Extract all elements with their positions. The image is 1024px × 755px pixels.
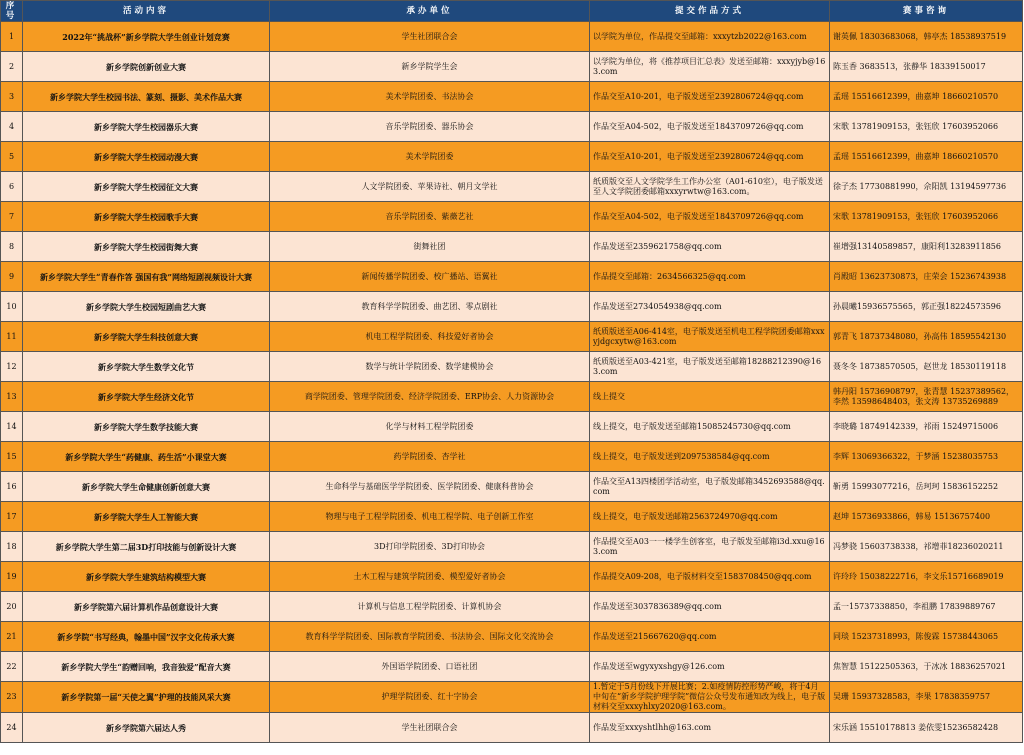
row-number: 11 <box>1 322 23 352</box>
activity-name: 新乡学院大学生校园征文大赛 <box>23 172 270 202</box>
table-row <box>1 22 1023 52</box>
organizer: 新乡学院学生会 <box>270 52 590 82</box>
row-number: 7 <box>1 202 23 232</box>
activity-name: 新乡学院大学生科技创意大赛 <box>23 322 270 352</box>
row-number: 22 <box>1 652 23 682</box>
submission-method: 作品发送至215667620@qq.com <box>590 622 830 652</box>
table-row <box>1 713 1023 743</box>
row-number: 3 <box>1 82 23 112</box>
table-row <box>1 412 1023 442</box>
activity-name: 新乡学院大学生校园街舞大赛 <box>23 232 270 262</box>
row-number: 18 <box>1 532 23 562</box>
row-number: 6 <box>1 172 23 202</box>
contact-info: 孟瑶 15516612399，曲嘉坤 18660210570 <box>830 82 1023 112</box>
contact-info: 宋乐涵 15510178813 姜依雯15236582428 <box>830 713 1023 743</box>
submission-method: 纸质版送至A06-414室，电子版发送至机电工程学院团委邮箱xxxyjdgcxytw@163.com <box>590 322 830 352</box>
activity-name: 新乡学院大学生“药健康、药生活”小课堂大赛 <box>23 442 270 472</box>
organizer: 护理学院团委、红十字协会 <box>270 682 590 713</box>
submission-method: 作品交至A13四楼团学活动室，电子版发邮箱3452693588@qq.com <box>590 472 830 502</box>
contact-info: 同琰 15237318993，陈俊霖 15738443065 <box>830 622 1023 652</box>
submission-method: 作品交至A04-502，电子版发送至1843709726@qq.com <box>590 202 830 232</box>
submission-method: 1.暂定于5月份线下开展比赛；2.如疫情防控形势严峻，将于4月中旬在“新乡学院护理学院”微信公众号发布通知改为线上，电子版材料交至xxxyhlxy2020@163.com。 <box>590 682 830 713</box>
organizer: 外国语学院团委、口语社团 <box>270 652 590 682</box>
table-row <box>1 112 1023 142</box>
table-row <box>1 382 1023 412</box>
contact-info: 徐子杰 17730881990，佘阳凯 13194597736 <box>830 172 1023 202</box>
organizer: 教育科学学院团委、国际教育学院团委、书法协会、国际文化交流协会 <box>270 622 590 652</box>
submission-method: 作品提交至邮箱：2634566325@qq.com <box>590 262 830 292</box>
table-row <box>1 232 1023 262</box>
table-row <box>1 562 1023 592</box>
table-row <box>1 292 1023 322</box>
contact-info: 冯梦骁 15603738338，祁增菲18236020211 <box>830 532 1023 562</box>
submission-method: 作品交至A10-201，电子版发送至2392806724@qq.com <box>590 142 830 172</box>
organizer: 学生社团联合会 <box>270 22 590 52</box>
submission-method: 作品发至xxxyshtlhh@163.com <box>590 713 830 743</box>
activity-name: 新乡学院大学生校园器乐大赛 <box>23 112 270 142</box>
activity-name: 新乡学院大学生第二届3D打印技能与创新设计大赛 <box>23 532 270 562</box>
activity-name: 新乡学院大学生经济文化节 <box>23 382 270 412</box>
contact-info: 李晓璐 18749142339，祁雨 15249715006 <box>830 412 1023 442</box>
activity-name: 新乡学院大学生校园动漫大赛 <box>23 142 270 172</box>
table-row <box>1 142 1023 172</box>
table-row <box>1 622 1023 652</box>
contact-info: 陈玉香 3683513，张静华 18339150017 <box>830 52 1023 82</box>
activity-name: 新乡学院大学生校园书法、篆刻、摄影、美术作品大赛 <box>23 82 270 112</box>
row-number: 4 <box>1 112 23 142</box>
activity-name: 2022年“挑战杯”新乡学院大学生创业计划竞赛 <box>23 22 270 52</box>
organizer: 商学院团委、管理学院团委、经济学院团委、ERP协会、人力资源协会 <box>270 382 590 412</box>
table-row <box>1 592 1023 622</box>
submission-method: 作品发送至2359621758@qq.com <box>590 232 830 262</box>
submission-method: 以学院为单位，作品提交至邮箱：xxxytzb2022@163.com <box>590 22 830 52</box>
contact-info: 聂冬冬 18738570505，赵世龙 18530119118 <box>830 352 1023 382</box>
table-row <box>1 202 1023 232</box>
table-row <box>1 352 1023 382</box>
activity-name: 新乡学院大学生建筑结构模型大赛 <box>23 562 270 592</box>
contact-info: 孙晨曦15936575565，郭正强18224573596 <box>830 292 1023 322</box>
activity-name: 新乡学院第一届“天使之翼”护理的技能风采大赛 <box>23 682 270 713</box>
activity-name: 新乡学院大学生人工智能大赛 <box>23 502 270 532</box>
organizer: 化学与材料工程学院团委 <box>270 412 590 442</box>
row-number: 23 <box>1 682 23 713</box>
organizer: 美术学院团委 <box>270 142 590 172</box>
submission-method: 线上提交，电子版发送至邮箱15085245730@qq.com <box>590 412 830 442</box>
submission-method: 纸质版送至A03-421室，电子版发送至邮箱18288212390@163.com <box>590 352 830 382</box>
activity-name: 新乡学院大学生校园歌手大赛 <box>23 202 270 232</box>
table-row <box>1 472 1023 502</box>
contact-info: 李辉 13069366322，于梦涵 15238035753 <box>830 442 1023 472</box>
activity-name: 新乡学院“书写经典，翰墨中国”汉字文化传承大赛 <box>23 622 270 652</box>
activity-name: 新乡学院大学生“青春作答 强国有我”网络短剧视频设计大赛 <box>23 262 270 292</box>
row-number: 1 <box>1 22 23 52</box>
submission-method: 线上提交，电子版发送邮箱2563724970@qq.com <box>590 502 830 532</box>
row-number: 9 <box>1 262 23 292</box>
row-number: 10 <box>1 292 23 322</box>
header-consult: 赛事咨询 <box>830 1 1023 22</box>
row-number: 15 <box>1 442 23 472</box>
contact-info: 吴珊 15937328583，李果 17838359757 <box>830 682 1023 713</box>
row-number: 14 <box>1 412 23 442</box>
organizer: 学生社团联合会 <box>270 713 590 743</box>
header-no: 序号 <box>1 1 23 22</box>
activity-name: 新乡学院大学生数学文化节 <box>23 352 270 382</box>
table-row <box>1 682 1023 713</box>
organizer: 数学与统计学院团委、数学建模协会 <box>270 352 590 382</box>
row-number: 16 <box>1 472 23 502</box>
contact-info: 靳勇 15993077216，岳珂珂 15836152252 <box>830 472 1023 502</box>
contact-info: 肖殿昭 13623730873，庄荣会 15236743938 <box>830 262 1023 292</box>
contact-info: 谢英佩 18303683068，韩亭杰 18538937519 <box>830 22 1023 52</box>
row-number: 21 <box>1 622 23 652</box>
contact-info: 赵坤 15736933866，韩易 15136757400 <box>830 502 1023 532</box>
contact-info: 韩丹阳 15736908797，张青慧 15237389562，李然 13598648403，张文涛 13735269889 <box>830 382 1023 412</box>
contact-info: 宋歌 13781909153，张钰欣 17603952066 <box>830 112 1023 142</box>
activity-name: 新乡学院大学生“韵赠回响，我音独爱”配音大赛 <box>23 652 270 682</box>
organizer: 计算机与信息工程学院团委、计算机协会 <box>270 592 590 622</box>
contact-info: 郭青飞 18737348080，孙高伟 18595542130 <box>830 322 1023 352</box>
contact-info: 焦智慧 15122505363，于冰冰 18836257021 <box>830 652 1023 682</box>
table-row <box>1 532 1023 562</box>
table-row <box>1 82 1023 112</box>
header-organizer: 承办单位 <box>270 1 590 22</box>
organizer: 美术学院团委、书法协会 <box>270 82 590 112</box>
submission-method: 以学院为单位，将《推荐项目汇总表》发送至邮箱：xxxyjyb@163.com <box>590 52 830 82</box>
table-body <box>1 22 1023 743</box>
activity-name: 新乡学院大学生数学技能大赛 <box>23 412 270 442</box>
submission-method: 作品发送至2734054938@qq.com <box>590 292 830 322</box>
activity-name: 新乡学院创新创业大赛 <box>23 52 270 82</box>
table-row <box>1 322 1023 352</box>
organizer: 音乐学院团委、紫薇艺社 <box>270 202 590 232</box>
submission-method: 作品交至A04-502，电子版发送至1843709726@qq.com <box>590 112 830 142</box>
activity-name: 新乡学院大学生校园短剧曲艺大赛 <box>23 292 270 322</box>
organizer: 人文学院团委、苹果诗社、朝月文学社 <box>270 172 590 202</box>
organizer: 物理与电子工程学院团委、机电工程学院、电子创新工作室 <box>270 502 590 532</box>
row-number: 13 <box>1 382 23 412</box>
contact-info: 崔增强13140589857，康阳利13283911856 <box>830 232 1023 262</box>
table-row <box>1 52 1023 82</box>
row-number: 20 <box>1 592 23 622</box>
organizer: 土木工程与建筑学院团委、模型爱好者协会 <box>270 562 590 592</box>
row-number: 24 <box>1 713 23 743</box>
contact-info: 孟一15737338850，李祖鹏 17839889767 <box>830 592 1023 622</box>
submission-method: 线上提交 <box>590 382 830 412</box>
submission-method: 作品发送至3037836389@qq.com <box>590 592 830 622</box>
submission-method: 作品交至A10-201，电子版发送至2392806724@qq.com <box>590 82 830 112</box>
activity-name: 新乡学院第六届达人秀 <box>23 713 270 743</box>
organizer: 3D打印学院团委、3D打印协会 <box>270 532 590 562</box>
submission-method: 纸质版交至人文学院学生工作办公室（A01-610室），电子版发送至人文学院团委邮箱xxxyrwtw@163.com。 <box>590 172 830 202</box>
header-submission: 提交作品方式 <box>590 1 830 22</box>
submission-method: 作品提交至A03一一楼学生创客室，电子版发至邮箱i3d.xxu@163.com <box>590 532 830 562</box>
table-row <box>1 502 1023 532</box>
organizer: 教育科学学院团委、曲艺团、零点剧社 <box>270 292 590 322</box>
table-row <box>1 652 1023 682</box>
submission-method: 作品发送至wgyxyxshgy@126.com <box>590 652 830 682</box>
submission-method: 作品提交A09-208，电子版材料交至1583708450@qq.com <box>590 562 830 592</box>
row-number: 12 <box>1 352 23 382</box>
row-number: 5 <box>1 142 23 172</box>
organizer: 机电工程学院团委、科技爱好者协会 <box>270 322 590 352</box>
contact-info: 许玲玲 15038222716，李文乐15716689019 <box>830 562 1023 592</box>
row-number: 19 <box>1 562 23 592</box>
table-row <box>1 442 1023 472</box>
activity-name: 新乡学院大学生命健康创新创意大赛 <box>23 472 270 502</box>
organizer: 街舞社团 <box>270 232 590 262</box>
row-number: 8 <box>1 232 23 262</box>
organizer: 药学院团委、杏学社 <box>270 442 590 472</box>
row-number: 2 <box>1 52 23 82</box>
contact-info: 孟瑶 15516612399，曲嘉坤 18660210570 <box>830 142 1023 172</box>
header-activity: 活动内容 <box>23 1 270 22</box>
table-row <box>1 262 1023 292</box>
activity-name: 新乡学院第六届计算机作品创意设计大赛 <box>23 592 270 622</box>
row-number: 17 <box>1 502 23 532</box>
contact-info: 宋歌 13781909153，张钰欣 17603952066 <box>830 202 1023 232</box>
table-header <box>1 1 1023 22</box>
organizer: 音乐学院团委、器乐协会 <box>270 112 590 142</box>
table-row <box>1 172 1023 202</box>
submission-method: 线上提交，电子版发送到2097538584@qq.com <box>590 442 830 472</box>
organizer: 生命科学与基础医学学院团委、医学院团委、健康科普协会 <box>270 472 590 502</box>
organizer: 新闻传播学院团委、校广播站、语翼社 <box>270 262 590 292</box>
